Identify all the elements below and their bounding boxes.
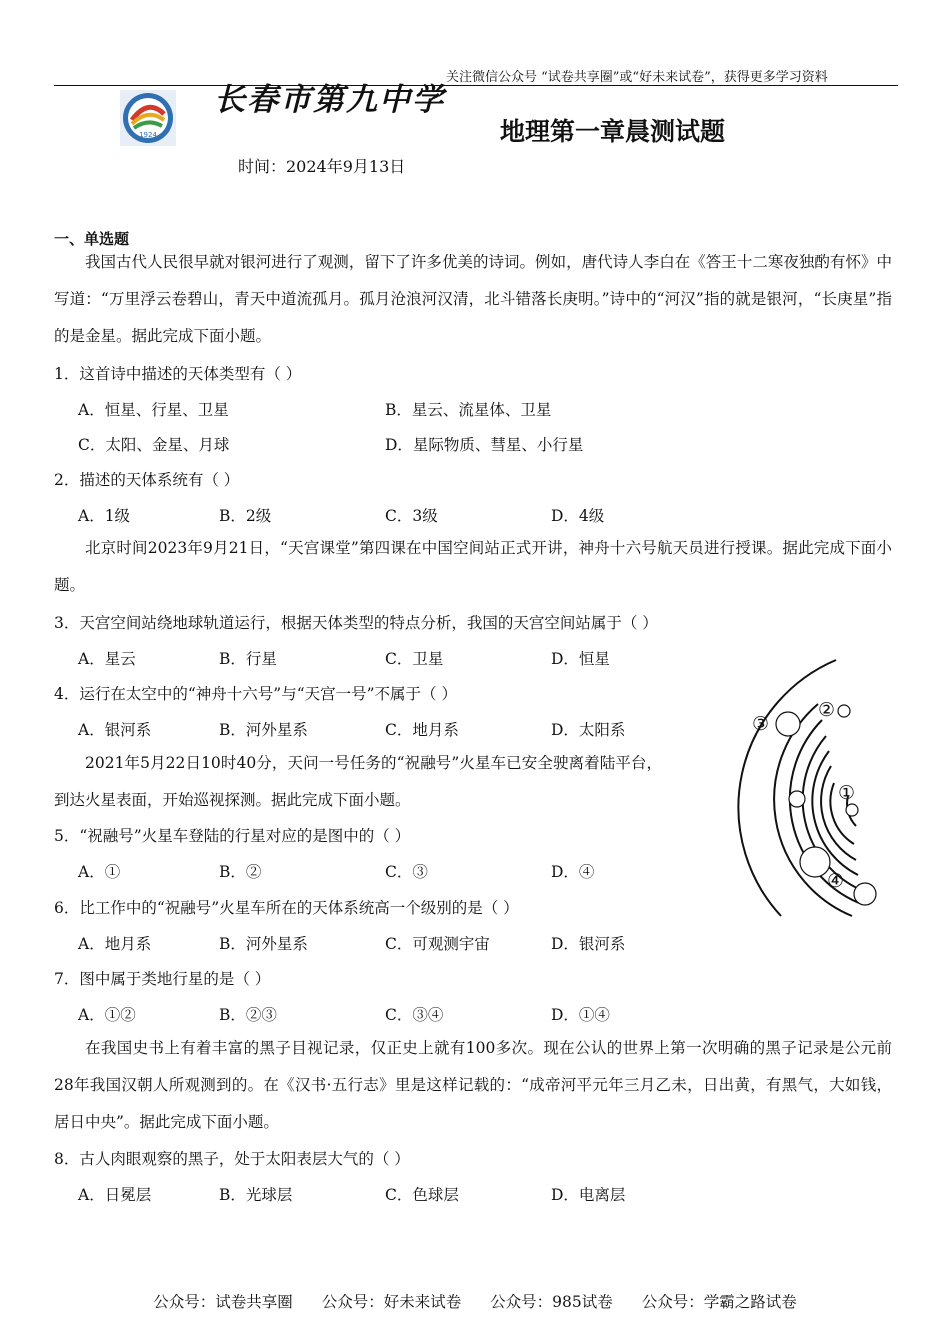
question-1-option-d[interactable]: D．星际物质、彗星、小行星	[385, 436, 584, 454]
logo-year: 1924	[139, 131, 157, 139]
question-7-option-d[interactable]: D．①④	[551, 1006, 610, 1024]
passage-4: 在我国史书上有着丰富的黑子目视记录，仅正史上就有100多次。现在公认的世界上第一次明确的黑子记录是公元前28年我国汉朝人所观测到的。在《汉书·五行志》里是这样记载的：“成帝河平元年三月乙未，日出黄，有黑气，大如钱，居日中央”。据此完成下面小题。	[54, 1039, 892, 1131]
diagram-label-3: ③	[752, 713, 770, 735]
question-1-option-c[interactable]: C．太阳、金星、月球	[78, 436, 230, 454]
header-divider	[54, 85, 898, 86]
footer-account-4: 公众号：学霸之路试卷	[641, 1293, 797, 1311]
footer	[0, 1290, 950, 1312]
solar-system-diagram	[686, 658, 896, 928]
question-3: 3．天宫空间站绕地球轨道运行，根据天体类型的特点分析，我国的天宫空间站属于（ ）	[54, 614, 658, 632]
planet-small-b	[846, 804, 858, 816]
question-5-option-d[interactable]: D．④	[551, 863, 595, 881]
question-6-option-b[interactable]: B．河外星系	[219, 935, 308, 953]
question-2-option-c[interactable]: C．3级	[385, 507, 438, 525]
diagram-label-1: ①	[838, 782, 856, 804]
question-7: 7．图中属于类地行星的是（ ）	[54, 970, 271, 988]
exam-date: 时间：2024年9月13日	[238, 157, 406, 176]
footer-account-2: 公众号：好未来试卷	[321, 1293, 462, 1311]
question-3-option-c[interactable]: C．卫星	[385, 650, 444, 668]
question-2-option-d[interactable]: D．4级	[551, 507, 605, 525]
question-4-option-a[interactable]: A．银河系	[78, 721, 152, 739]
planet-large-3	[776, 712, 800, 736]
planet-small-a	[789, 791, 805, 807]
question-8: 8．古人肉眼观察的黑子，处于太阳表层大气的（ ）	[54, 1150, 410, 1168]
question-1-option-a[interactable]: A．恒星、行星、卫星	[78, 401, 229, 419]
header-notice: 关注微信公众号 “试卷共享圈”或“好未来试卷”，获得更多学习资料	[446, 70, 828, 85]
page-title: 地理第一章晨测试题	[500, 117, 726, 146]
question-3-option-b[interactable]: B．行星	[219, 650, 277, 668]
passage-2: 北京时间2023年9月21日，“天宫课堂”第四课在中国空间站正式开讲，神舟十六号航天员进行授课。据此完成下面小题。	[54, 539, 892, 594]
footer-account-3: 公众号：985试卷	[490, 1293, 613, 1311]
question-2: 2．描述的天体系统有（ ）	[54, 471, 240, 489]
question-5-option-b[interactable]: B．②	[219, 863, 262, 881]
question-7-option-b[interactable]: B．②③	[219, 1006, 277, 1024]
section-title: 一、单选题	[54, 230, 130, 248]
question-6: 6．比工作中的“祝融号”火星车所在的天体系统高一个级别的是（ ）	[54, 899, 519, 917]
question-5-option-c[interactable]: C．③	[385, 863, 428, 881]
footer-account-1: 公众号：试卷共享圈	[153, 1293, 293, 1311]
passage-3: 2021年5月22日10时40分，天问一号任务的“祝融号”火星车已安全驶离着陆平台，到达火星表面，开始巡视探测。据此完成下面小题。	[54, 754, 662, 809]
question-4-option-d[interactable]: D．太阳系	[551, 721, 626, 739]
planet-outer-4	[854, 883, 876, 905]
question-8-option-b[interactable]: B．光球层	[219, 1186, 293, 1204]
question-4-option-b[interactable]: B．河外星系	[219, 721, 308, 739]
question-2-option-b[interactable]: B．2级	[219, 507, 272, 525]
question-5: 5．“祝融号”火星车登陆的行星对应的是图中的（ ）	[54, 827, 411, 845]
diagram-label-4: ④	[827, 870, 845, 892]
diagram-label-2: ②	[818, 699, 836, 721]
question-3-option-d[interactable]: D．恒星	[551, 650, 610, 668]
passage-1: 我国古代人民很早就对银河进行了观测，留下了许多优美的诗词。例如，唐代诗人李白在《答王十二寒夜独酌有怀》中写道：“万里浮云卷碧山，青天中道流孤月。孤月沧浪河汉清，北斗错落长庚明。”诗中的“河汉”指的就是银河，“长庚星”指的是金星。据此完成下面小题。	[54, 253, 892, 345]
question-4: 4．运行在太空中的“神舟十六号”与“天宫一号”不属于（ ）	[54, 685, 457, 703]
question-8-option-d[interactable]: D．电离层	[551, 1186, 626, 1204]
question-6-option-c[interactable]: C．可观测宇宙	[385, 935, 490, 953]
school-name: 长春市第九中学	[214, 82, 445, 118]
question-6-option-a[interactable]: A．地月系	[78, 935, 152, 953]
question-7-option-a[interactable]: A．①②	[78, 1006, 136, 1024]
question-1: 1．这首诗中描述的天体类型有（ ）	[54, 365, 302, 383]
question-4-option-c[interactable]: C．地月系	[385, 721, 459, 739]
question-1-option-b[interactable]: B．星云、流星体、卫星	[385, 401, 552, 419]
question-8-option-a[interactable]: A．日冕层	[78, 1186, 152, 1204]
question-2-option-a[interactable]: A．1级	[78, 507, 131, 525]
question-6-option-d[interactable]: D．银河系	[551, 935, 626, 953]
question-3-option-a[interactable]: A．星云	[78, 650, 136, 668]
question-8-option-c[interactable]: C．色球层	[385, 1186, 459, 1204]
planet-2	[838, 705, 850, 717]
question-5-option-a[interactable]: A．①	[78, 863, 121, 881]
question-7-option-c[interactable]: C．③④	[385, 1006, 444, 1024]
school-logo	[120, 90, 176, 146]
planet-large-4	[800, 847, 830, 877]
